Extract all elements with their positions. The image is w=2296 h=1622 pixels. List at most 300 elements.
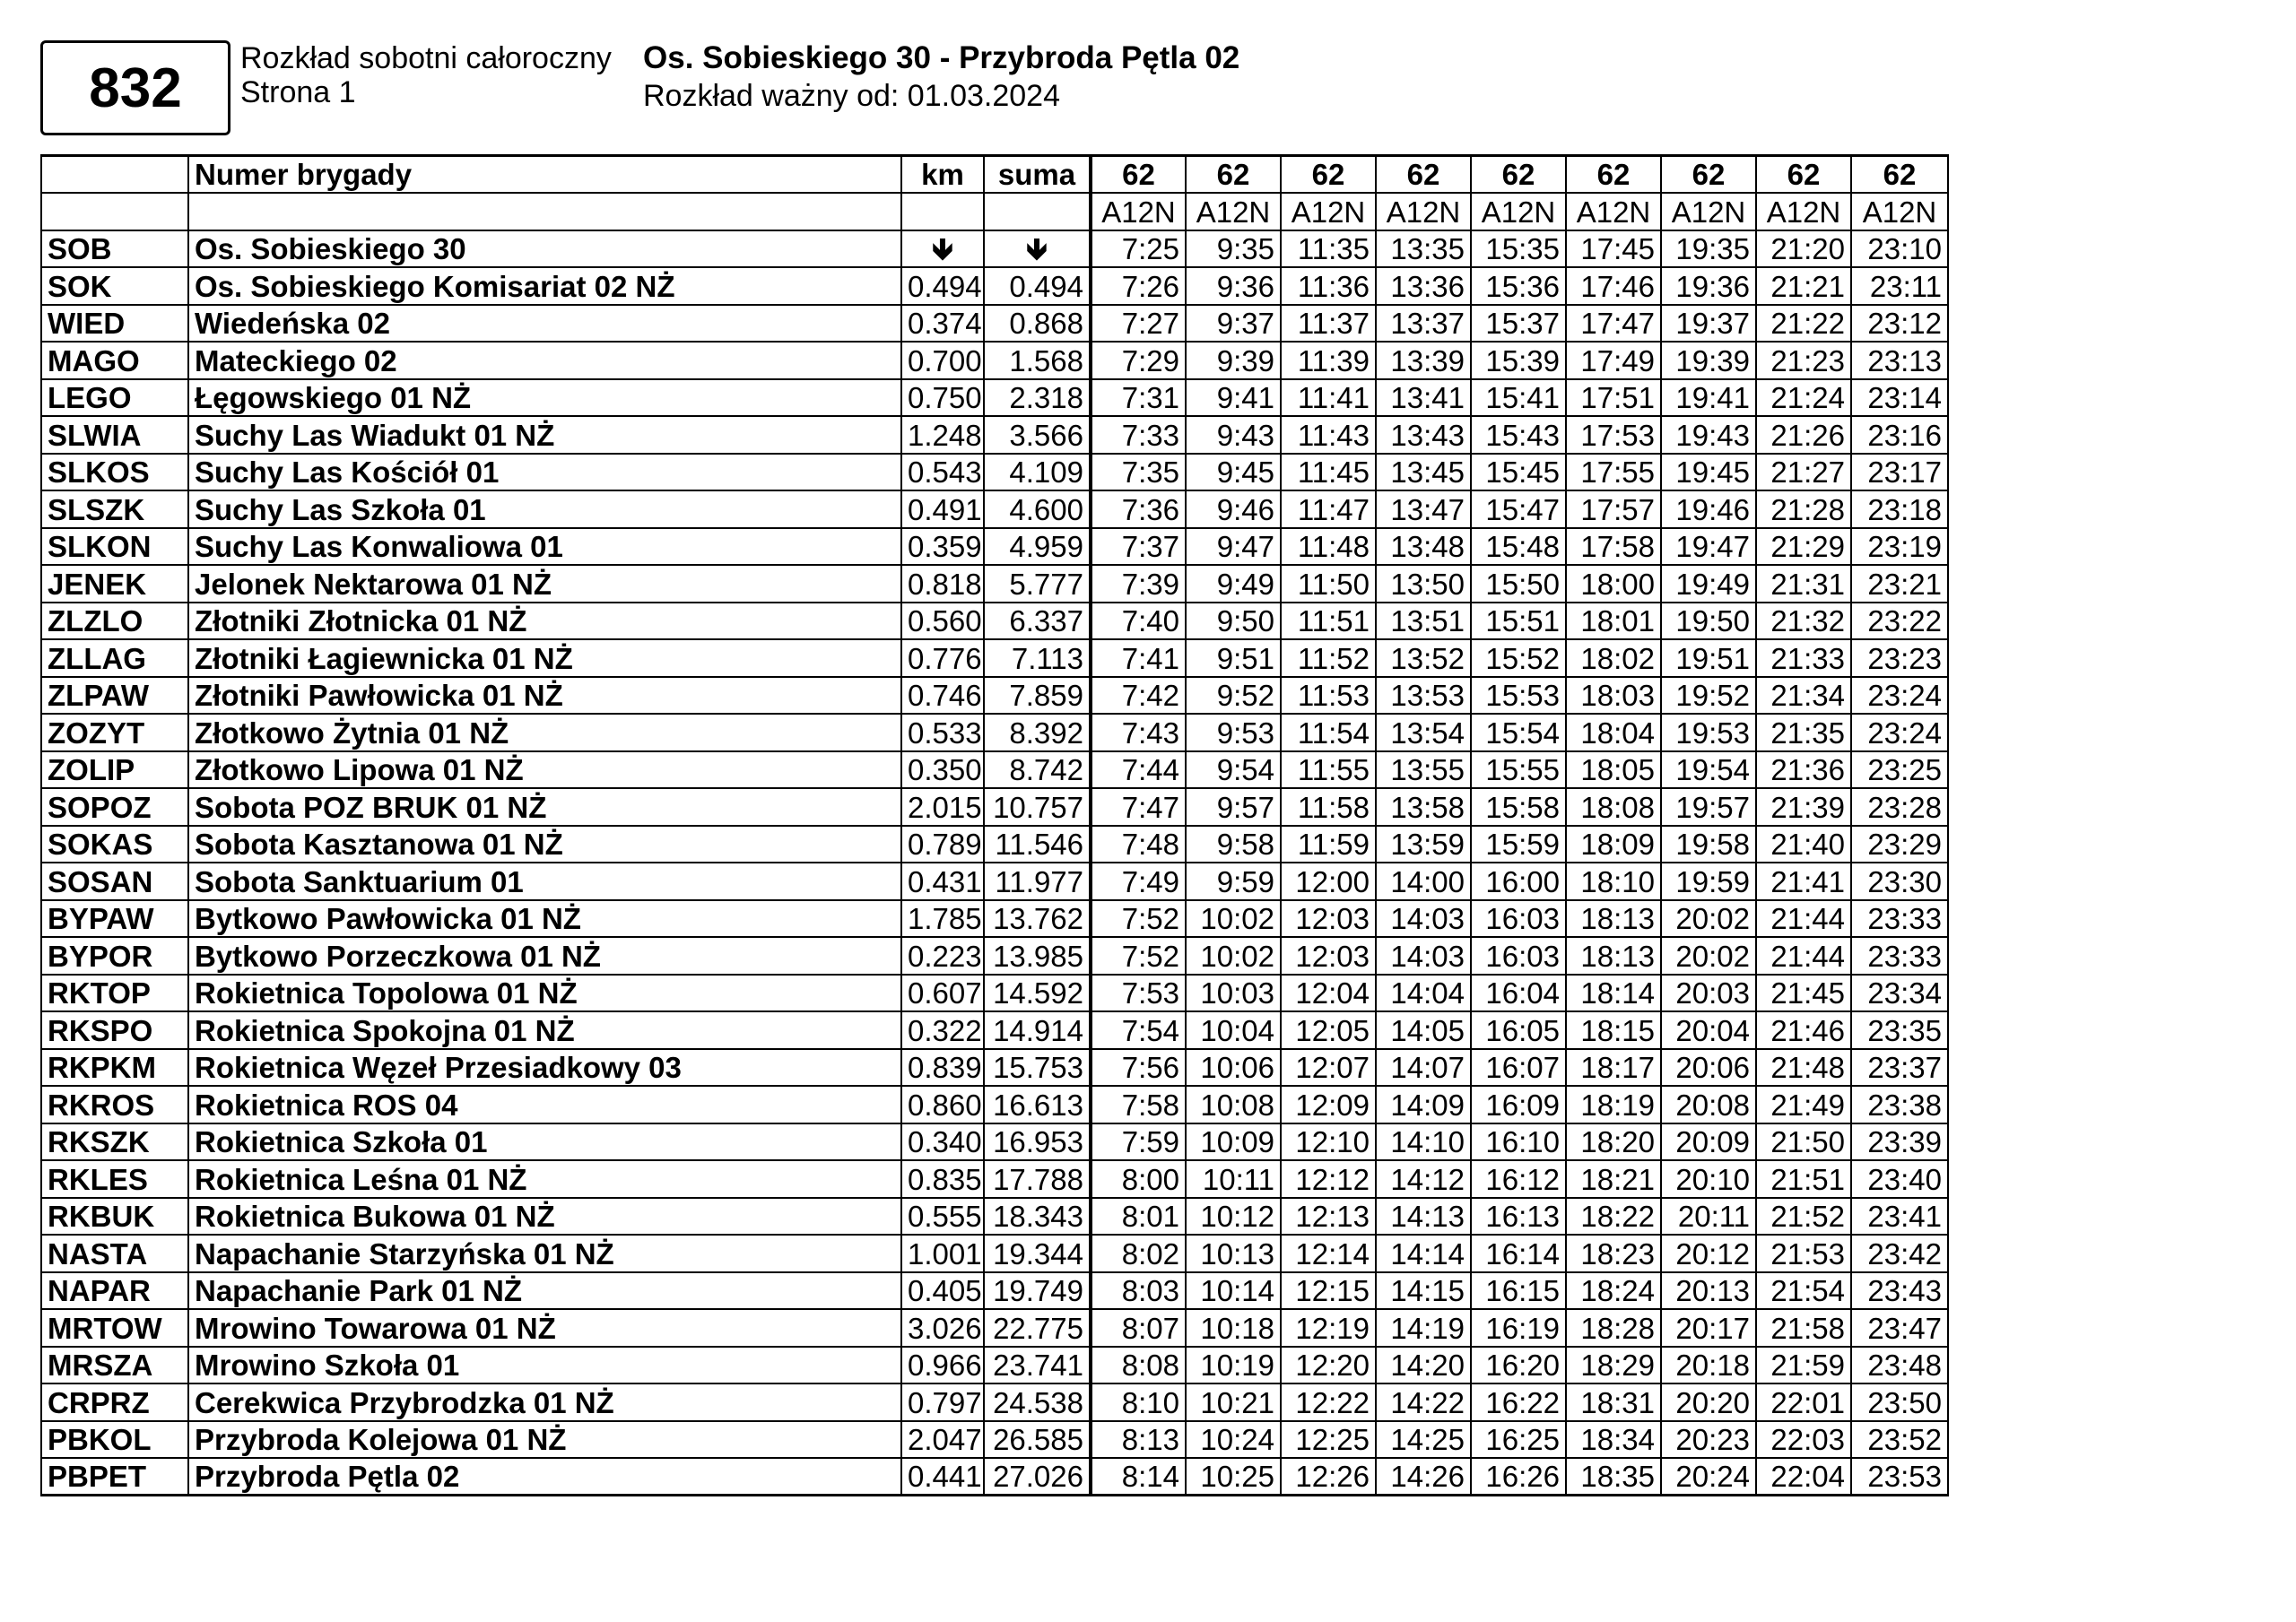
stop-code: ZLPAW <box>41 677 188 715</box>
departure-time: 19:52 <box>1661 677 1756 715</box>
departure-time: 21:31 <box>1756 565 1851 603</box>
stop-row <box>41 305 1948 343</box>
departure-time: 14:07 <box>1376 1049 1471 1087</box>
stop-code: ZOZYT <box>41 714 188 751</box>
stop-name: Suchy Las Kościół 01 <box>188 454 901 491</box>
stop-km: 0.797 <box>901 1383 984 1421</box>
departure-time: 11:48 <box>1281 528 1376 566</box>
departure-time: 18:01 <box>1566 603 1661 640</box>
stop-row <box>41 267 1948 305</box>
departure-time: 7:48 <box>1091 826 1186 863</box>
departure-time: 18:13 <box>1566 900 1661 938</box>
stop-suma: 7.859 <box>984 677 1091 715</box>
departure-time: 11:55 <box>1281 751 1376 789</box>
departure-time: 12:14 <box>1281 1235 1376 1272</box>
departure-time: 10:24 <box>1186 1421 1281 1459</box>
departure-time: 8:13 <box>1091 1421 1186 1459</box>
departure-time: 12:03 <box>1281 937 1376 975</box>
departure-time: 19:59 <box>1661 863 1756 900</box>
departure-time: 15:54 <box>1471 714 1566 751</box>
stop-row <box>41 1421 1948 1459</box>
stop-name: Łęgowskiego 01 NŻ <box>188 379 901 417</box>
departure-time: 13:35 <box>1376 230 1471 268</box>
departure-time: 23:43 <box>1851 1272 1948 1310</box>
departure-time: 23:39 <box>1851 1123 1948 1161</box>
departure-time: 11:39 <box>1281 342 1376 379</box>
departure-time: 8:02 <box>1091 1235 1186 1272</box>
header-suma-label: suma <box>984 156 1091 194</box>
stop-row <box>41 603 1948 640</box>
departure-time: 12:26 <box>1281 1458 1376 1496</box>
departure-time: 18:21 <box>1566 1160 1661 1198</box>
stop-row <box>41 1049 1948 1087</box>
departure-time: 18:28 <box>1566 1309 1661 1347</box>
timetable <box>40 154 1949 1496</box>
departure-time: 16:12 <box>1471 1160 1566 1198</box>
departure-time: 7:54 <box>1091 1011 1186 1049</box>
stop-row <box>41 826 1948 863</box>
departure-time: 21:41 <box>1756 863 1851 900</box>
stop-row <box>41 230 1948 268</box>
stop-name: Jelonek Nektarowa 01 NŻ <box>188 565 901 603</box>
departure-time: 12:25 <box>1281 1421 1376 1459</box>
stop-code: SLKOS <box>41 454 188 491</box>
trip-variant: A12N <box>1471 193 1566 230</box>
trip-brigade: 62 <box>1471 156 1566 194</box>
stop-km: 0.839 <box>901 1049 984 1087</box>
trip-variant: A12N <box>1186 193 1281 230</box>
departure-time: 9:36 <box>1186 267 1281 305</box>
departure-time: 8:03 <box>1091 1272 1186 1310</box>
header-km-label: km <box>901 156 984 194</box>
stop-suma: 19.344 <box>984 1235 1091 1272</box>
stop-suma: 6.337 <box>984 603 1091 640</box>
departure-time: 23:24 <box>1851 714 1948 751</box>
departure-time: 7:29 <box>1091 342 1186 379</box>
stop-km: 0.223 <box>901 937 984 975</box>
stop-row <box>41 751 1948 789</box>
departure-time: 9:51 <box>1186 639 1281 677</box>
departure-time: 11:45 <box>1281 454 1376 491</box>
departure-time: 10:12 <box>1186 1198 1281 1236</box>
departure-time: 23:16 <box>1851 416 1948 454</box>
stop-name: Rokietnica Węzeł Przesiadkowy 03 <box>188 1049 901 1087</box>
departure-time: 12:20 <box>1281 1347 1376 1384</box>
departure-time: 21:26 <box>1756 416 1851 454</box>
departure-time: 10:08 <box>1186 1086 1281 1123</box>
departure-time: 7:53 <box>1091 975 1186 1012</box>
stop-km: 0.441 <box>901 1458 984 1496</box>
departure-time: 14:12 <box>1376 1160 1471 1198</box>
departure-time: 14:25 <box>1376 1421 1471 1459</box>
valid-from: Rozkład ważny od: 01.03.2024 <box>643 79 1060 113</box>
departure-time: 14:00 <box>1376 863 1471 900</box>
departure-time: 9:46 <box>1186 490 1281 528</box>
stop-suma: 11.546 <box>984 826 1091 863</box>
departure-time: 7:41 <box>1091 639 1186 677</box>
trip-brigade: 62 <box>1851 156 1948 194</box>
departure-time: 20:02 <box>1661 937 1756 975</box>
trip-variant: A12N <box>1566 193 1661 230</box>
trip-variant: A12N <box>1376 193 1471 230</box>
departure-time: 23:50 <box>1851 1383 1948 1421</box>
stop-km: 0.350 <box>901 751 984 789</box>
departure-time: 20:18 <box>1661 1347 1756 1384</box>
departure-time: 18:05 <box>1566 751 1661 789</box>
departure-time: 15:39 <box>1471 342 1566 379</box>
departure-time: 16:26 <box>1471 1458 1566 1496</box>
stop-name: Mateckiego 02 <box>188 342 901 379</box>
departure-time: 9:41 <box>1186 379 1281 417</box>
stop-row <box>41 1383 1948 1421</box>
departure-time: 23:30 <box>1851 863 1948 900</box>
stop-code: BYPOR <box>41 937 188 975</box>
departure-time: 18:08 <box>1566 788 1661 826</box>
departure-time: 18:00 <box>1566 565 1661 603</box>
departure-time: 17:46 <box>1566 267 1661 305</box>
departure-time: 9:50 <box>1186 603 1281 640</box>
departure-time: 13:37 <box>1376 305 1471 343</box>
departure-time: 20:03 <box>1661 975 1756 1012</box>
stop-km: 0.405 <box>901 1272 984 1310</box>
trip-brigade: 62 <box>1091 156 1186 194</box>
stop-km: 1.001 <box>901 1235 984 1272</box>
departure-time: 13:41 <box>1376 379 1471 417</box>
departure-time: 18:10 <box>1566 863 1661 900</box>
departure-time: 20:04 <box>1661 1011 1756 1049</box>
departure-time: 7:52 <box>1091 937 1186 975</box>
departure-time: 23:35 <box>1851 1011 1948 1049</box>
stop-suma: 14.914 <box>984 1011 1091 1049</box>
departure-time: 19:47 <box>1661 528 1756 566</box>
departure-time: 11:54 <box>1281 714 1376 751</box>
stop-row <box>41 1272 1948 1310</box>
stop-suma: 14.592 <box>984 975 1091 1012</box>
stop-km: 0.431 <box>901 863 984 900</box>
stop-km: 0.700 <box>901 342 984 379</box>
departure-time: 23:41 <box>1851 1198 1948 1236</box>
departure-time: 7:49 <box>1091 863 1186 900</box>
stop-code: SOK <box>41 267 188 305</box>
departure-time: 23:12 <box>1851 305 1948 343</box>
stop-km: 0.533 <box>901 714 984 751</box>
departure-time: 23:40 <box>1851 1160 1948 1198</box>
departure-time: 23:10 <box>1851 230 1948 268</box>
stop-row <box>41 490 1948 528</box>
departure-time: 23:33 <box>1851 900 1948 938</box>
stop-suma: 1.568 <box>984 342 1091 379</box>
stop-km: 0.835 <box>901 1160 984 1198</box>
departure-time: 18:22 <box>1566 1198 1661 1236</box>
departure-time: 23:14 <box>1851 379 1948 417</box>
departure-time: 19:43 <box>1661 416 1756 454</box>
stop-suma: 11.977 <box>984 863 1091 900</box>
departure-time: 23:53 <box>1851 1458 1948 1496</box>
departure-time: 12:00 <box>1281 863 1376 900</box>
stop-km: 0.776 <box>901 639 984 677</box>
departure-time: 7:40 <box>1091 603 1186 640</box>
stop-name: Rokietnica Topolowa 01 NŻ <box>188 975 901 1012</box>
departure-time: 15:43 <box>1471 416 1566 454</box>
departure-time: 18:14 <box>1566 975 1661 1012</box>
departure-time: 16:03 <box>1471 900 1566 938</box>
departure-time: 9:58 <box>1186 826 1281 863</box>
departure-time: 13:36 <box>1376 267 1471 305</box>
departure-time: 23:52 <box>1851 1421 1948 1459</box>
stop-code: SOB <box>41 230 188 268</box>
departure-time: 16:13 <box>1471 1198 1566 1236</box>
departure-time: 18:31 <box>1566 1383 1661 1421</box>
stop-name: Mrowino Towarowa 01 NŻ <box>188 1309 901 1347</box>
stop-suma: 8.742 <box>984 751 1091 789</box>
schedule-info <box>240 41 612 109</box>
departure-time: 10:11 <box>1186 1160 1281 1198</box>
header-row-brigade <box>41 156 1948 194</box>
stop-code: RKBUK <box>41 1198 188 1236</box>
departure-time: 17:45 <box>1566 230 1661 268</box>
departure-time: 16:22 <box>1471 1383 1566 1421</box>
departure-time: 21:29 <box>1756 528 1851 566</box>
departure-time: 20:24 <box>1661 1458 1756 1496</box>
departure-time: 21:33 <box>1756 639 1851 677</box>
stop-suma: 24.538 <box>984 1383 1091 1421</box>
stop-row <box>41 1235 1948 1272</box>
stop-name: Napachanie Starzyńska 01 NŻ <box>188 1235 901 1272</box>
trip-variant: A12N <box>1281 193 1376 230</box>
stop-code: SOSAN <box>41 863 188 900</box>
departure-time: 10:25 <box>1186 1458 1281 1496</box>
departure-time: 14:26 <box>1376 1458 1471 1496</box>
stop-km: 0.560 <box>901 603 984 640</box>
stop-code: RKSZK <box>41 1123 188 1161</box>
stop-name: Bytkowo Pawłowicka 01 NŻ <box>188 900 901 938</box>
departure-time: 15:59 <box>1471 826 1566 863</box>
departure-time: 21:34 <box>1756 677 1851 715</box>
departure-time: 12:05 <box>1281 1011 1376 1049</box>
stop-name: Suchy Las Konwaliowa 01 <box>188 528 901 566</box>
stop-code: SLSZK <box>41 490 188 528</box>
departure-time: 21:48 <box>1756 1049 1851 1087</box>
stop-suma: 7.113 <box>984 639 1091 677</box>
suma-arrow-icon: 🡻 <box>984 230 1091 268</box>
departure-time: 16:19 <box>1471 1309 1566 1347</box>
route-number: 832 <box>89 56 182 119</box>
stop-row <box>41 565 1948 603</box>
stop-km: 0.555 <box>901 1198 984 1236</box>
departure-time: 20:11 <box>1661 1198 1756 1236</box>
stop-name: Rokietnica Spokojna 01 NŻ <box>188 1011 901 1049</box>
departure-time: 21:46 <box>1756 1011 1851 1049</box>
departure-time: 9:54 <box>1186 751 1281 789</box>
trip-brigade: 62 <box>1281 156 1376 194</box>
departure-time: 21:51 <box>1756 1160 1851 1198</box>
departure-time: 19:49 <box>1661 565 1756 603</box>
departure-time: 10:04 <box>1186 1011 1281 1049</box>
departure-time: 21:44 <box>1756 937 1851 975</box>
stop-row <box>41 416 1948 454</box>
departure-time: 13:50 <box>1376 565 1471 603</box>
departure-time: 23:28 <box>1851 788 1948 826</box>
departure-time: 14:22 <box>1376 1383 1471 1421</box>
stop-name: Sobota Sanktuarium 01 <box>188 863 901 900</box>
departure-time: 18:34 <box>1566 1421 1661 1459</box>
stop-suma: 18.343 <box>984 1198 1091 1236</box>
departure-time: 13:51 <box>1376 603 1471 640</box>
departure-time: 21:21 <box>1756 267 1851 305</box>
stop-row <box>41 1347 1948 1384</box>
stop-name: Suchy Las Szkoła 01 <box>188 490 901 528</box>
departure-time: 23:25 <box>1851 751 1948 789</box>
stop-code: RKPKM <box>41 1049 188 1087</box>
departure-time: 10:03 <box>1186 975 1281 1012</box>
departure-time: 12:12 <box>1281 1160 1376 1198</box>
stop-name: Os. Sobieskiego Komisariat 02 NŻ <box>188 267 901 305</box>
departure-time: 21:45 <box>1756 975 1851 1012</box>
departure-time: 18:20 <box>1566 1123 1661 1161</box>
stop-row <box>41 342 1948 379</box>
stop-code: ZLLAG <box>41 639 188 677</box>
departure-time: 23:17 <box>1851 454 1948 491</box>
departure-time: 8:14 <box>1091 1458 1186 1496</box>
departure-time: 23:38 <box>1851 1086 1948 1123</box>
departure-time: 18:15 <box>1566 1011 1661 1049</box>
departure-time: 19:35 <box>1661 230 1756 268</box>
stop-km: 0.359 <box>901 528 984 566</box>
departure-time: 16:14 <box>1471 1235 1566 1272</box>
departure-time: 21:58 <box>1756 1309 1851 1347</box>
stop-name: Suchy Las Wiadukt 01 NŻ <box>188 416 901 454</box>
stop-name: Napachanie Park 01 NŻ <box>188 1272 901 1310</box>
stop-name: Złotkowo Lipowa 01 NŻ <box>188 751 901 789</box>
stop-name: Złotniki Złotnicka 01 NŻ <box>188 603 901 640</box>
stop-name: Rokietnica Szkoła 01 <box>188 1123 901 1161</box>
departure-time: 7:33 <box>1091 416 1186 454</box>
trip-brigade: 62 <box>1186 156 1281 194</box>
stop-km: 0.322 <box>901 1011 984 1049</box>
departure-time: 21:54 <box>1756 1272 1851 1310</box>
stop-suma: 0.868 <box>984 305 1091 343</box>
stop-km: 0.491 <box>901 490 984 528</box>
departure-time: 10:02 <box>1186 900 1281 938</box>
departure-time: 18:23 <box>1566 1235 1661 1272</box>
departure-time: 20:06 <box>1661 1049 1756 1087</box>
stop-suma: 13.762 <box>984 900 1091 938</box>
stop-row <box>41 900 1948 938</box>
stop-name: Przybroda Kolejowa 01 NŻ <box>188 1421 901 1459</box>
departure-time: 21:32 <box>1756 603 1851 640</box>
stop-code: MRTOW <box>41 1309 188 1347</box>
departure-time: 21:22 <box>1756 305 1851 343</box>
stop-suma: 8.392 <box>984 714 1091 751</box>
stop-code: LEGO <box>41 379 188 417</box>
departure-time: 7:47 <box>1091 788 1186 826</box>
trip-brigade: 62 <box>1756 156 1851 194</box>
stop-code: RKLES <box>41 1160 188 1198</box>
departure-time: 19:46 <box>1661 490 1756 528</box>
stop-code: SLWIA <box>41 416 188 454</box>
stop-code: ZOLIP <box>41 751 188 789</box>
departure-time: 7:37 <box>1091 528 1186 566</box>
stop-suma: 26.585 <box>984 1421 1091 1459</box>
departure-time: 21:52 <box>1756 1198 1851 1236</box>
stop-suma: 0.494 <box>984 267 1091 305</box>
departure-time: 17:58 <box>1566 528 1661 566</box>
departure-time: 10:02 <box>1186 937 1281 975</box>
departure-time: 9:39 <box>1186 342 1281 379</box>
departure-time: 13:48 <box>1376 528 1471 566</box>
departure-time: 8:10 <box>1091 1383 1186 1421</box>
header-empty-cell <box>41 193 188 230</box>
stop-code: NASTA <box>41 1235 188 1272</box>
departure-time: 20:17 <box>1661 1309 1756 1347</box>
departure-time: 10:09 <box>1186 1123 1281 1161</box>
departure-time: 14:19 <box>1376 1309 1471 1347</box>
stop-code: NAPAR <box>41 1272 188 1310</box>
trip-brigade: 62 <box>1566 156 1661 194</box>
departure-time: 21:50 <box>1756 1123 1851 1161</box>
departure-time: 11:58 <box>1281 788 1376 826</box>
stop-row <box>41 639 1948 677</box>
departure-time: 14:14 <box>1376 1235 1471 1272</box>
stop-name: Rokietnica ROS 04 <box>188 1086 901 1123</box>
stop-name: Wiedeńska 02 <box>188 305 901 343</box>
departure-time: 23:29 <box>1851 826 1948 863</box>
departure-time: 21:35 <box>1756 714 1851 751</box>
departure-time: 17:55 <box>1566 454 1661 491</box>
stop-row <box>41 1309 1948 1347</box>
departure-time: 14:20 <box>1376 1347 1471 1384</box>
stop-code: RKROS <box>41 1086 188 1123</box>
stop-km: 0.750 <box>901 379 984 417</box>
stop-code: WIED <box>41 305 188 343</box>
departure-time: 15:51 <box>1471 603 1566 640</box>
stop-km: 0.374 <box>901 305 984 343</box>
stop-code: SOPOZ <box>41 788 188 826</box>
stop-suma: 19.749 <box>984 1272 1091 1310</box>
departure-time: 10:18 <box>1186 1309 1281 1347</box>
stop-km: 0.966 <box>901 1347 984 1384</box>
departure-time: 22:04 <box>1756 1458 1851 1496</box>
departure-time: 20:12 <box>1661 1235 1756 1272</box>
stop-row <box>41 528 1948 566</box>
stop-name: Złotniki Łagiewnicka 01 NŻ <box>188 639 901 677</box>
departure-time: 10:14 <box>1186 1272 1281 1310</box>
departure-time: 23:48 <box>1851 1347 1948 1384</box>
departure-time: 7:42 <box>1091 677 1186 715</box>
departure-time: 18:09 <box>1566 826 1661 863</box>
departure-time: 20:09 <box>1661 1123 1756 1161</box>
departure-time: 8:07 <box>1091 1309 1186 1347</box>
departure-time: 18:24 <box>1566 1272 1661 1310</box>
departure-time: 18:35 <box>1566 1458 1661 1496</box>
stop-km: 0.746 <box>901 677 984 715</box>
stop-km: 2.047 <box>901 1421 984 1459</box>
departure-time: 9:57 <box>1186 788 1281 826</box>
departure-time: 16:05 <box>1471 1011 1566 1049</box>
departure-time: 16:15 <box>1471 1272 1566 1310</box>
departure-time: 14:09 <box>1376 1086 1471 1123</box>
stop-row <box>41 714 1948 751</box>
departure-time: 12:10 <box>1281 1123 1376 1161</box>
stop-row <box>41 975 1948 1012</box>
stop-suma: 16.953 <box>984 1123 1091 1161</box>
departure-time: 9:53 <box>1186 714 1281 751</box>
stop-row <box>41 677 1948 715</box>
stop-suma: 4.600 <box>984 490 1091 528</box>
departure-time: 21:20 <box>1756 230 1851 268</box>
departure-time: 16:20 <box>1471 1347 1566 1384</box>
departure-time: 7:44 <box>1091 751 1186 789</box>
